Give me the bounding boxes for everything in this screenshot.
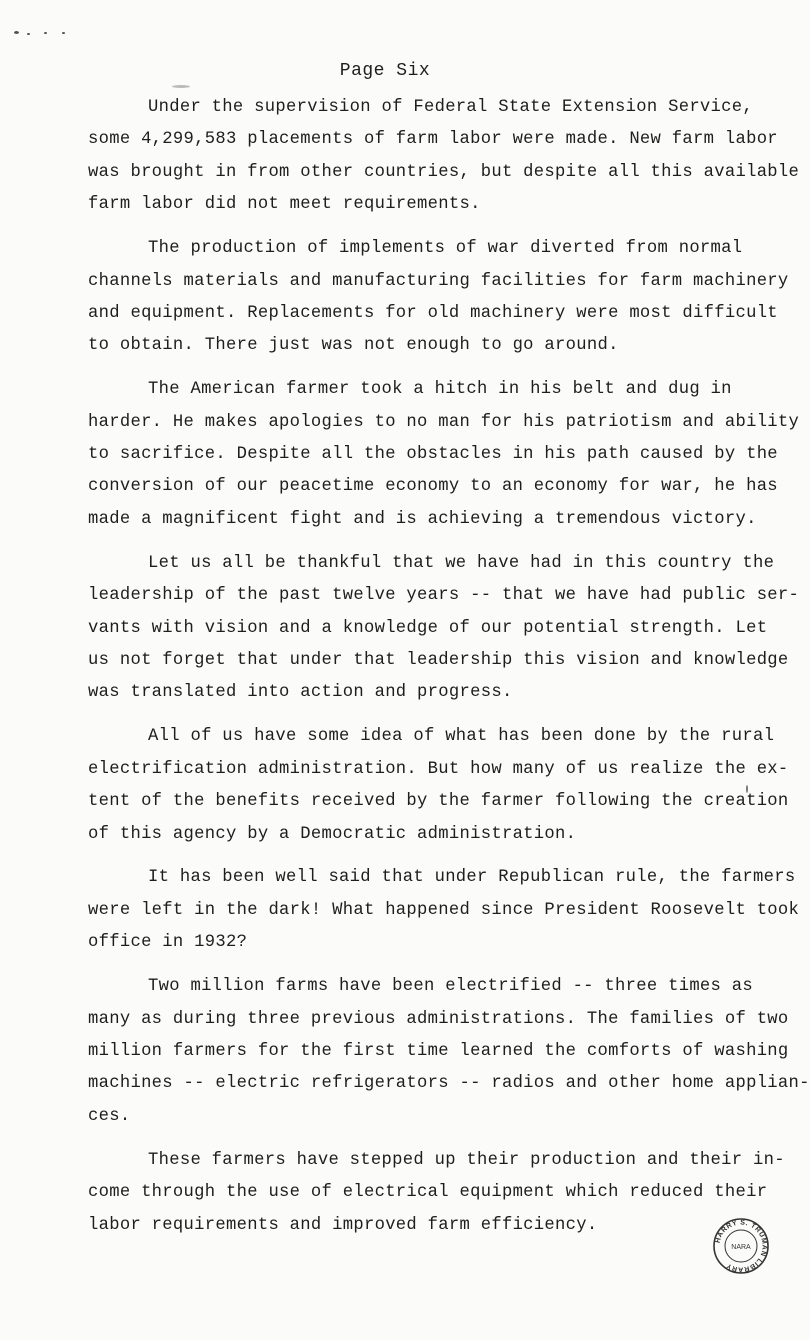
text-line: some 4,299,583 placements of farm labor were made. New farm labor — [88, 130, 778, 150]
text-line: These farmers have stepped up their production and their in- — [148, 1150, 785, 1170]
paragraph — [88, 92, 800, 222]
text-line: tent of the benefits received by the farmer following the creation — [88, 792, 789, 812]
text-line: electrification administration. But how many of us realize the ex- — [88, 759, 789, 779]
text-line: to sacrifice. Despite all the obstacles in his path caused by the — [88, 445, 778, 465]
seal-icon — [712, 1217, 770, 1275]
page-title: Page Six — [339, 61, 431, 81]
svg-text:NARA: NARA — [731, 1244, 751, 1251]
text-line: were left in the dark! What happened since President Roosevelt took — [88, 900, 800, 920]
text-line: come through the use of electrical equipment which reduced their — [88, 1183, 768, 1203]
text-line: to obtain. There just was not enough to go around. — [88, 336, 619, 356]
svg-text:HARRY S. TRUMAN LIBRARY: HARRY S. TRUMAN LIBRARY — [714, 1219, 768, 1273]
text-line: many as during three previous administrations. The families of two — [88, 1009, 789, 1029]
paragraph — [88, 721, 789, 851]
text-line: was translated into action and progress. — [88, 683, 513, 703]
text-line: million farmers for the first time learned the comforts of washing — [88, 1041, 789, 1061]
paragraph — [88, 374, 800, 536]
text-line: labor requirements and improved farm efficiency. — [88, 1215, 598, 1235]
text-line: office in 1932? — [88, 933, 248, 953]
text-line: conversion of our peacetime economy to an economy for war, he has — [88, 477, 778, 497]
text-line: All of us have some idea of what has been done by the rural — [148, 727, 775, 747]
paragraph — [88, 548, 800, 710]
text-line: and equipment. Replacements for old machinery were most difficult — [88, 303, 778, 323]
archive-stamp — [712, 1217, 770, 1275]
text-line: ces. — [88, 1106, 131, 1126]
text-line: The production of implements of war diverted from normal — [148, 239, 743, 259]
text-line: made a magnificent fight and is achieving a tremendous victory. — [88, 509, 757, 529]
text-line: leadership of the past twelve years -- that we have had public ser- — [88, 586, 800, 606]
ink-speck — [62, 32, 65, 34]
text-line: was brought in from other countries, but despite all this available — [88, 162, 800, 182]
ink-speck — [14, 31, 19, 34]
text-line: harder. He makes apologies to no man for his patriotism and ability — [88, 412, 800, 432]
text-line: of this agency by a Democratic administration. — [88, 824, 577, 844]
text-line: Under the supervision of Federal State Extension Service, — [148, 98, 754, 117]
text-line: vants with vision and a knowledge of our potential strength. Let — [88, 618, 768, 638]
text-line: Two million farms have been electrified -- three times as — [148, 977, 754, 997]
ink-speck — [172, 85, 190, 88]
paragraph — [88, 1145, 785, 1242]
text-line: us not forget that under that leadership this vision and knowledge — [88, 651, 789, 670]
paragraph — [88, 971, 810, 1133]
text-line: farm labor did not meet requirements. — [88, 195, 481, 215]
text-line: Let us all be thankful that we have had in this country the — [148, 553, 775, 573]
text-line: The American farmer took a hitch in his belt and dug in — [148, 380, 732, 400]
paragraph — [88, 862, 800, 959]
ink-speck — [44, 32, 47, 34]
document-body — [88, 92, 810, 1253]
ink-speck — [27, 33, 30, 35]
text-line: channels materials and manufacturing facilities for farm machinery — [88, 271, 789, 291]
paragraph — [88, 233, 789, 363]
text-line: machines -- electric refrigerators -- radios and other home applian- — [88, 1074, 810, 1094]
text-line: It has been well said that under Republican rule, the farmers — [148, 868, 796, 888]
